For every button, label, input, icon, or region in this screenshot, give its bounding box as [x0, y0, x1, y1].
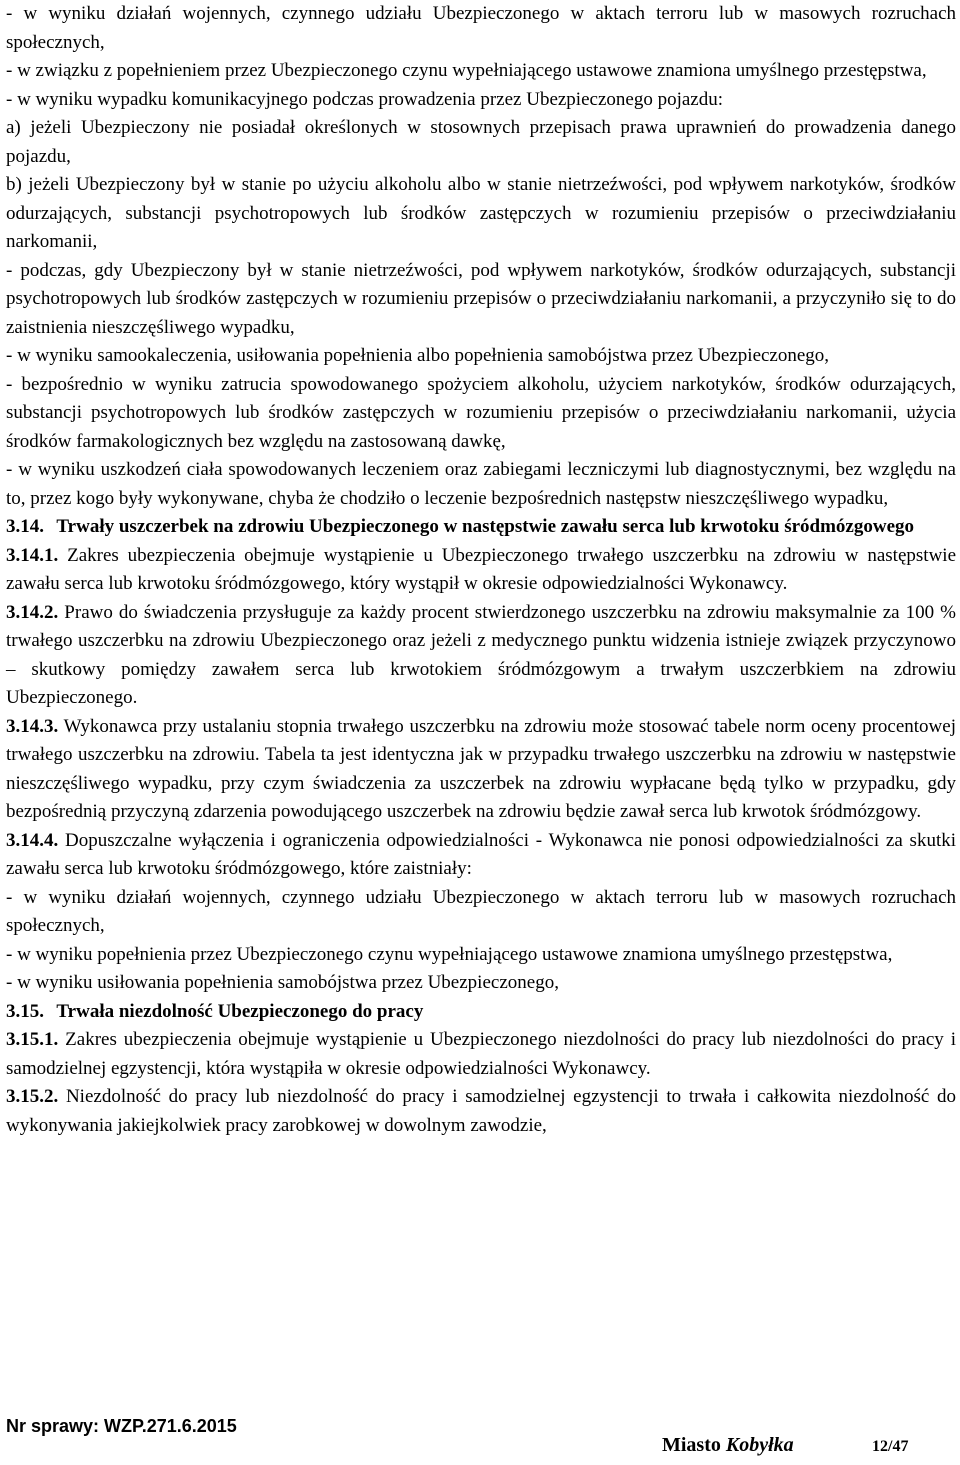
clause-text: Zakres ubezpieczenia obejmuje wystąpienie u Ubezpieczonego niezdolności do pracy lub niezdolności do pracy i samodzielnej egzystencji, która wystąpiła w okresie odpowiedzialności Wykonawcy. [6, 1029, 956, 1079]
exclusion-item: - w wyniku uszkodzeń ciała spowodowanych leczeniem oraz zabiegami leczniczymi lub diagnostycznymi, bez względu na to, przez kogo były wykonywane, chyba że chodziło o leczenie bezpośrednich następstw nieszczęśliwego wypadku, [6, 459, 956, 509]
clause-3-15-1 [6, 1026, 956, 1083]
exclusion-item: - w wyniku popełnienia przez Ubezpieczonego czynu wypełniającego ustawowe znamiona umyślnego przestępstwa, [6, 943, 893, 965]
clause-number: 3.14.3. [6, 715, 59, 737]
city-label [662, 1434, 794, 1457]
section-heading-3-14 [6, 513, 956, 542]
section-title: Trwały uszczerbek na zdrowiu Ubezpieczonego w następstwie zawału serca lub krwotoku śródmózgowego [56, 516, 915, 537]
exclusion-item: - w wyniku samookaleczenia, usiłowania popełnienia albo popełnienia samobójstwa przez Ubezpieczonego, [6, 345, 830, 366]
clause-number: 3.14.1. [6, 544, 59, 566]
clause-3-14-1 [6, 542, 956, 599]
clause-3-15-2 [6, 1083, 956, 1140]
page-footer [0, 1408, 960, 1465]
section-title: Trwała niezdolność Ubezpieczonego do pracy [56, 1000, 424, 1022]
clause-text: Zakres ubezpieczenia obejmuje wystąpienie u Ubezpieczonego trwałego uszczerbku na zdrowiu w następstwie zawału serca lub krwotoku śródmózgowego, który wystąpił w okresie odpowiedzialności Wykonawcy. [6, 544, 956, 594]
exclusion-item: - bezpośrednio w wyniku zatrucia spowodowanego spożyciem alkoholu, użyciem narkotyków, środków odurzających, substancji psychotropowych lub środków zastępczych w rozumieniu przepisów o przeciwdziałaniu narkomanii, użycia środków farmakologicznych bez względu na zastosowaną dawkę, [6, 373, 956, 452]
clause-number: 3.15.1. [6, 1029, 59, 1050]
clause-number: 3.14.2. [6, 601, 59, 623]
exclusion-subitem: a) jeżeli Ubezpieczony nie posiadał określonych w stosownych przepisach prawa uprawnień do prowadzenia danego pojazdu, [6, 117, 956, 167]
city-prefix: Miasto [662, 1434, 721, 1456]
exclusion-subitem: b) jeżeli Ubezpieczony był w stanie po użyciu alkoholu albo w stanie nietrzeźwości, pod wpływem narkotyków, środków odurzających, substancji psychotropowych lub środków zastępczych w rozumieniu przepisów o przeciwdziałaniu narkomanii, [6, 174, 956, 252]
city-name: Kobyłka [725, 1434, 794, 1456]
clause-3-14-2 [6, 599, 956, 713]
section-heading-3-15 [6, 998, 956, 1027]
clause-text: Wykonawca przy ustalaniu stopnia trwałego uszczerbku na zdrowiu może stosować tabele norm oceny procentowej trwałego uszczerbku na zdrowiu. Tabela ta jest identyczna jak w przypadku trwałego uszczerbku na zdrowiu w następstwie nieszczęśliwego wypadku, przy czym świadczenia za uszczerbek na zdrowiu wypłacane będą tylko w przypadku, gdy bezpośrednią przyczyną zdarzenia powodującego uszczerbek na zdrowiu będzie zawał serca lub krwotok śródmózgowy. [6, 715, 956, 822]
document-body [6, 0, 956, 1140]
section-number: 3.15. [6, 1000, 44, 1022]
exclusion-item: - podczas, gdy Ubezpieczony był w stanie nietrzeźwości, pod wpływem narkotyków, środków odurzających, substancji psychotropowych lub środków zastępczych w rozumieniu przepisów o przeciwdziałaniu narkomanii, a przyczyniło się to do zaistnienia nieszczęśliwego wypadku, [6, 259, 956, 338]
case-number: Nr sprawy: WZP.271.6.2015 [6, 1416, 237, 1436]
clause-text: Dopuszczalne wyłączenia i ograniczenia odpowiedzialności - Wykonawca nie ponosi odpowiedzialności za skutki zawału serca lub krwotoku śródmózgowego, które zaistniały: [6, 829, 956, 879]
page-number: 12/47 [872, 1438, 909, 1455]
exclusion-item: - w wyniku działań wojennych, czynnego udziału Ubezpieczonego w aktach terroru lub w masowych rozruchach społecznych, [6, 886, 956, 936]
exclusion-item: - w wyniku usiłowania popełnienia samobójstwa przez Ubezpieczonego, [6, 972, 559, 993]
clause-3-14-4 [6, 827, 956, 884]
section-number: 3.14. [6, 516, 44, 537]
clause-3-14-3 [6, 713, 956, 827]
clause-number: 3.14.4. [6, 829, 59, 851]
exclusion-item: - w wyniku działań wojennych, czynnego udziału Ubezpieczonego w aktach terroru lub w masowych rozruchach społecznych, [6, 3, 956, 53]
exclusion-item: - w wyniku wypadku komunikacyjnego podczas prowadzenia przez Ubezpieczonego pojazdu: [6, 88, 723, 110]
clause-text: Niezdolność do pracy lub niezdolność do pracy i samodzielnej egzystencji to trwała i całkowita niezdolność do wykonywania jakiejkolwiek pracy zarobkowej w dowolnym zawodzie, [6, 1086, 956, 1136]
clause-number: 3.15.2. [6, 1086, 59, 1107]
exclusion-item: - w związku z popełnieniem przez Ubezpieczonego czynu wypełniającego ustawowe znamiona umyślnego przestępstwa, [6, 60, 927, 81]
clause-text: Prawo do świadczenia przysługuje za każdy procent stwierdzonego uszczerbku na zdrowiu maksymalnie za 100 % trwałego uszczerbku na zdrowiu Ubezpieczonego oraz jeżeli z medycznego punktu widzenia istnieje związek przyczynowo – skutkowy pomiędzy zawałem serca lub krwotokiem śródmózgowym a trwałym uszczerbkiem na zdrowiu Ubezpieczonego. [6, 601, 957, 708]
